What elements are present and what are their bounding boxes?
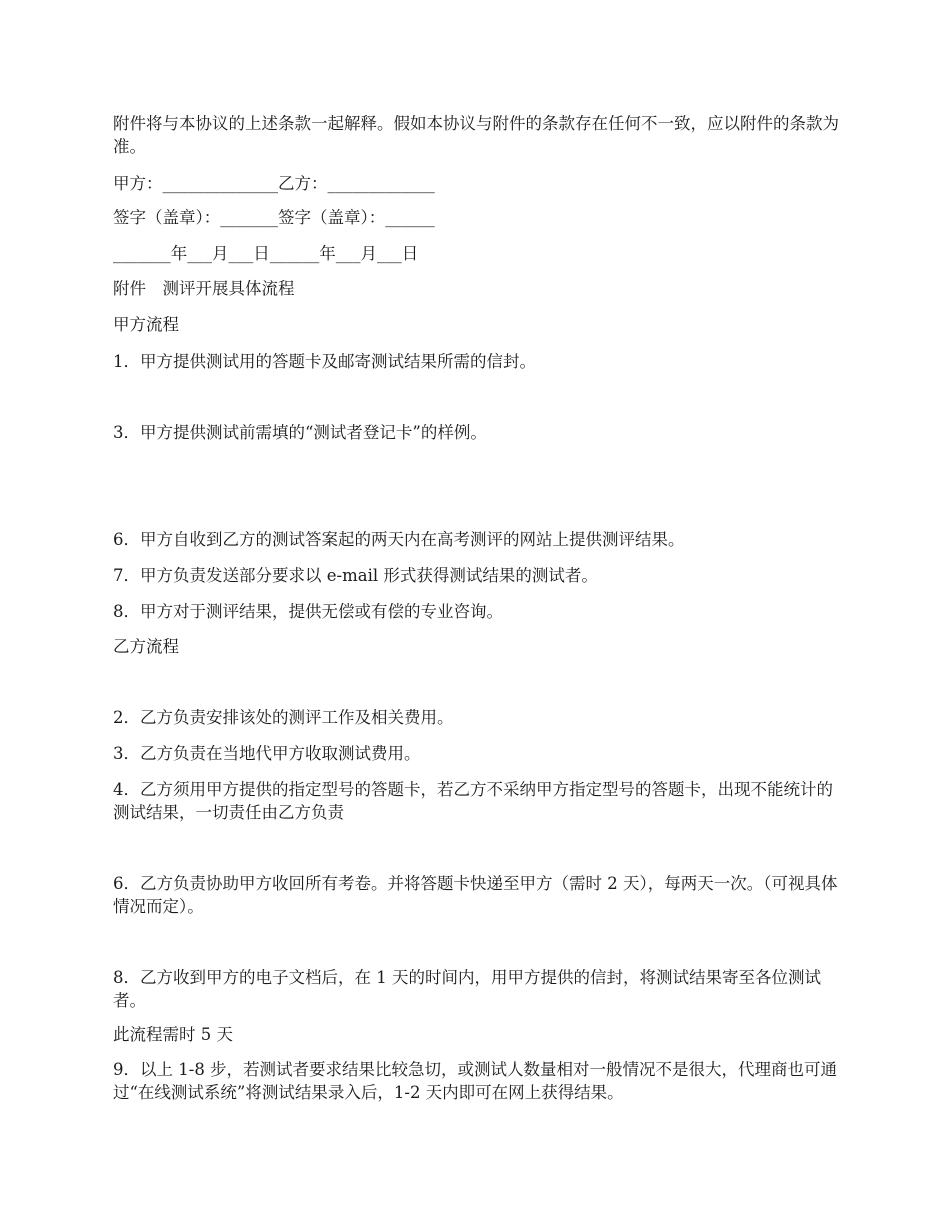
party-line: 甲方：______________乙方：_____________: [113, 174, 435, 193]
party-b-item-6: 6．乙方负责协助甲方收回所有考卷。并将答题卡快递至甲方（需时 2 天），每两天一次。（可视具体情况而定）。: [113, 874, 838, 916]
party-a-item-6: 6．甲方自收到乙方的测试答案起的两天内在高考测评的网站上提供测评结果。: [113, 530, 685, 549]
date-line: _______年___月___日______年___月___日: [113, 244, 419, 263]
duration-note: 此流程需时 5 天: [113, 1025, 233, 1044]
party-b-item-4: 4．乙方须用甲方提供的指定型号的答题卡，若乙方不采纳甲方指定型号的答题卡，出现不能统计的测试结果，一切责任由乙方负责: [113, 780, 833, 822]
party-b-item-3: 3．乙方负责在当地代甲方收取测试费用。: [113, 744, 421, 763]
intro-paragraph: 附件将与本协议的上述条款一起解释。假如本协议与附件的条款存在任何不一致，应以附件的条款为准。: [113, 114, 839, 156]
final-item: 9．以上 1-8 步，若测试者要求结果比较急切，或测试人数量相对一般情况不是很大，代理商也可通过“在线测试系统”将测试结果录入后，1-2 天内即可在网上获得结果。: [113, 1060, 838, 1102]
party-b-item-2: 2．乙方负责安排该处的测评工作及相关费用。: [113, 708, 454, 727]
party-a-item-1: 1．甲方提供测试用的答题卡及邮寄测试结果所需的信封。: [113, 352, 536, 371]
party-a-heading: 甲方流程: [113, 315, 179, 334]
signature-line: 签字（盖章）：_______签字（盖章）：______: [113, 208, 435, 227]
party-b-heading: 乙方流程: [113, 637, 179, 656]
party-a-item-7: 7．甲方负责发送部分要求以 e-mail 形式获得测试结果的测试者。: [113, 566, 598, 585]
party-a-item-8: 8．甲方对于测评结果，提供无偿或有偿的专业咨询。: [113, 602, 503, 621]
party-b-item-8: 8．乙方收到甲方的电子文档后，在 1 天的时间内，用甲方提供的信封，将测试结果寄至各位测试者。: [113, 968, 821, 1010]
party-a-item-3: 3．甲方提供测试前需填的“测试者登记卡”的样例。: [113, 423, 487, 442]
appendix-title: 附件 测评开展具体流程: [113, 279, 295, 298]
